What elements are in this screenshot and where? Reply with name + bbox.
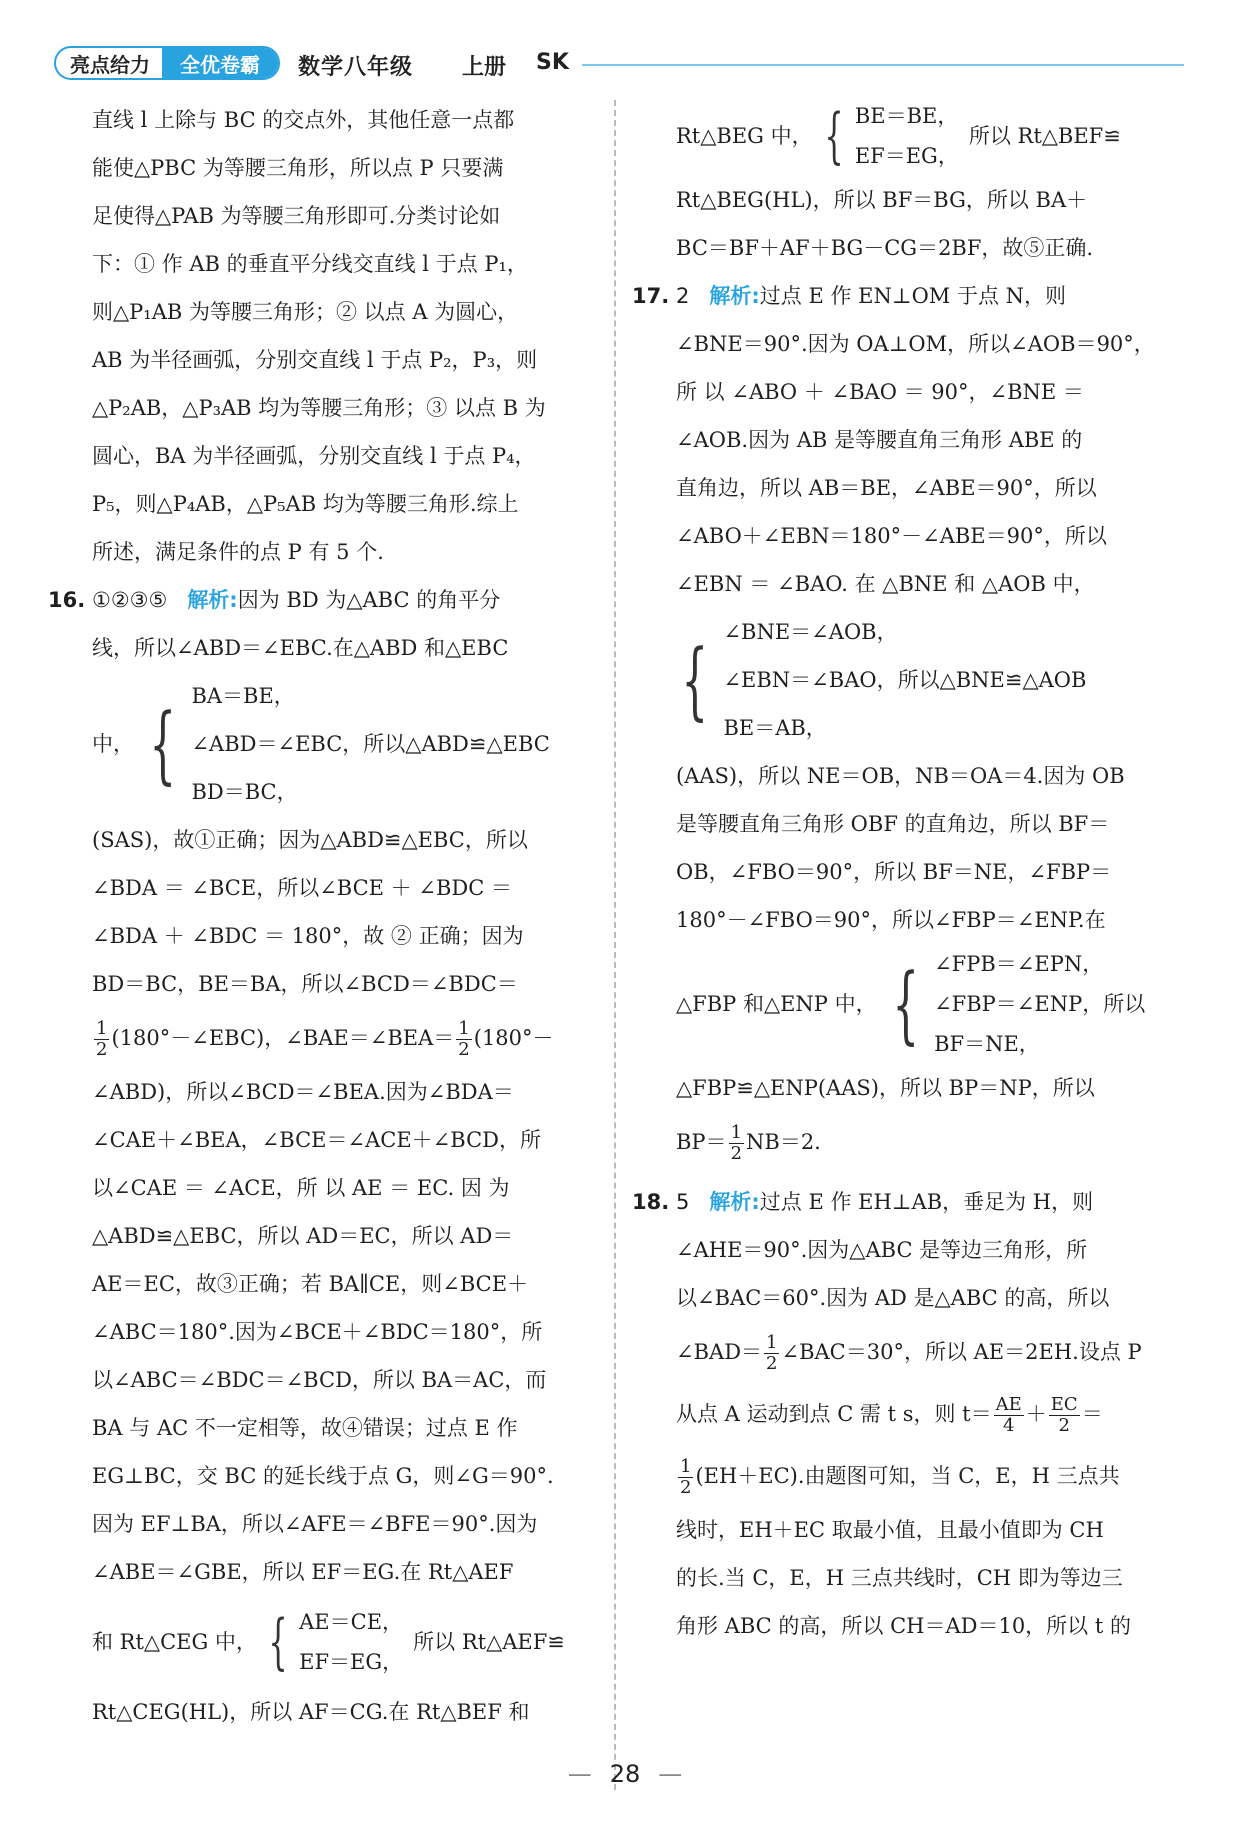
text-line: 所以 Rt△BEF≌ bbox=[968, 124, 1121, 148]
text-line: (SAS)，故①正确；因为△ABD≌△EBC，所以 bbox=[92, 828, 528, 852]
equation-system bbox=[676, 608, 1184, 752]
fraction: $\frac{1}{2}$ bbox=[458, 1018, 470, 1060]
answer-text: ①②③⑤ bbox=[92, 588, 168, 612]
text-line: 角形 ABC 的高，所以 CH＝AD＝10，所以 t 的 bbox=[676, 1614, 1131, 1638]
edition-label: SK bbox=[536, 50, 569, 75]
system-line: ∠FBP＝∠ENP，所以 bbox=[934, 992, 1146, 1016]
text-line: AB 为半径画弧，分别交直线 l 于点 P₂，P₃，则 bbox=[92, 348, 538, 372]
text-line: 直角边，所以 AB＝BE，∠ABE＝90°，所以 bbox=[676, 476, 1097, 500]
system-line: ∠EBN＝∠BAO，所以△BNE≌△AOB bbox=[723, 668, 1087, 692]
system-line: BF＝NE， bbox=[934, 1032, 1040, 1056]
fraction-line: 从点 A 运动到点 C 需 t s，则 t＝ $\frac{AE}{4}$ ＋ $\frac{EC}{2}$ ＝ bbox=[676, 1394, 1103, 1436]
question-number: 18. bbox=[632, 1190, 670, 1214]
brand-logo bbox=[54, 46, 280, 80]
brace-symbol: { bbox=[681, 631, 709, 729]
text-line: ∠ABO＋∠EBN＝180°－∠ABE＝90°，所以 bbox=[676, 524, 1107, 548]
text-line: AE＝EC，故③正确；若 BA∥CE，则∠BCE＋ bbox=[92, 1272, 529, 1296]
text-line: ∠CAE＋∠BEA，∠BCE＝∠ACE＋∠BCD，所 bbox=[92, 1128, 541, 1152]
equation-system bbox=[676, 944, 1184, 1064]
question-number: 17. bbox=[632, 284, 670, 308]
system-line: BD＝BC， bbox=[191, 780, 298, 804]
fraction-line: ∠BAD＝ $\frac{1}{2}$ ∠BAC＝30°，所以 AE＝2EH.设点 P bbox=[676, 1332, 1142, 1374]
text-line: ∠AHE＝90°.因为△ABC 是等边三角形，所 bbox=[676, 1238, 1088, 1262]
text-line: 以∠ABC＝∠BDC＝∠BCD，所以 BA＝AC，而 bbox=[92, 1368, 547, 1392]
brand-left-text: 亮点给力 bbox=[70, 52, 150, 77]
text-line: 是等腰直角三角形 OBF 的直角边，所以 BF＝ bbox=[676, 812, 1110, 836]
page-number: — 28 — bbox=[567, 1760, 683, 1788]
fraction: $\frac{1}{2}$ bbox=[96, 1018, 108, 1060]
analysis-label: 解析: bbox=[709, 1190, 760, 1214]
equation-system bbox=[676, 96, 1184, 176]
text-line: ∠BDA ＋ ∠BDC ＝ 180°，故 ② 正确；因为 bbox=[92, 924, 524, 948]
question-17 bbox=[632, 272, 1184, 320]
text-line: 足使得△PAB 为等腰三角形即可.分类讨论如 bbox=[92, 204, 501, 228]
system-line: EF＝EG， bbox=[299, 1650, 404, 1674]
system-line: BE＝BE， bbox=[854, 104, 959, 128]
system-line: BA＝BE， bbox=[191, 684, 295, 708]
text-line: 的长.当 C，E，H 三点共线时，CH 即为等边三 bbox=[676, 1566, 1123, 1590]
text-line: OB，∠FBO＝90°，所以 BF＝NE，∠FBP＝ bbox=[676, 860, 1112, 884]
fraction: $\frac{AE}{4}$ bbox=[995, 1394, 1022, 1436]
system-line: EF＝EG， bbox=[854, 144, 959, 168]
question-16 bbox=[48, 576, 600, 624]
answer-text: 2 bbox=[676, 284, 690, 308]
answer-text: 5 bbox=[676, 1190, 690, 1214]
text-line: △FBP 和△ENP 中， bbox=[676, 992, 877, 1016]
text-line: △P₂AB，△P₃AB 均为等腰三角形；③ 以点 B 为 bbox=[92, 396, 546, 420]
equation-system bbox=[92, 1602, 600, 1682]
text-line: 线，所以∠ABD＝∠EBC.在△ABD 和△EBC bbox=[92, 636, 509, 660]
left-column bbox=[48, 96, 600, 1736]
system-line: ∠BNE＝∠AOB， bbox=[723, 620, 898, 644]
text-line: BC＝BF＋AF＋BG－CG＝2BF，故⑤正确. bbox=[676, 236, 1094, 260]
fraction: $\frac{1}{2}$ bbox=[680, 1456, 692, 1498]
brace-symbol: { bbox=[891, 955, 919, 1053]
text-line: ∠ABD)，所以∠BCD＝∠BEA.因为∠BDA＝ bbox=[92, 1080, 514, 1104]
text-line: 过点 E 作 EN⊥OM 于点 N，则 bbox=[759, 284, 1067, 308]
question-18 bbox=[632, 1178, 1184, 1226]
fraction-line: BP＝ $\frac{1}{2}$ NB＝2. bbox=[676, 1122, 821, 1164]
text-line: ∠BDA ＝ ∠BCE，所以∠BCE ＋ ∠BDC ＝ bbox=[92, 876, 512, 900]
text-line: ∠ABE＝∠GBE，所以 EF＝EG.在 Rt△AEF bbox=[92, 1560, 514, 1584]
text-line: ∠BNE＝90°.因为 OA⊥OM，所以∠AOB＝90°， bbox=[676, 332, 1155, 356]
text-line: P₅，则△P₄AB，△P₅AB 均为等腰三角形.综上 bbox=[92, 492, 519, 516]
page-header bbox=[54, 46, 1184, 84]
system-line: ∠ABD＝∠EBC，所以△ABD≌△EBC bbox=[191, 732, 550, 756]
fraction: $\frac{EC}{2}$ bbox=[1050, 1394, 1078, 1436]
system-line: ∠FPB＝∠EPN， bbox=[934, 952, 1104, 976]
text-line: 以∠BAC＝60°.因为 AD 是△ABC 的高，所以 bbox=[676, 1286, 1110, 1310]
text-line: BD＝BC，BE＝BA，所以∠BCD＝∠BDC＝ bbox=[92, 972, 518, 996]
column-divider bbox=[614, 100, 616, 1790]
text-line: EG⊥BC，交 BC 的延长线于点 G，则∠G＝90°. bbox=[92, 1464, 554, 1488]
text-line: 线时，EH＋EC 取最小值，且最小值即为 CH bbox=[676, 1518, 1104, 1542]
fraction-line: $\frac{1}{2}$ (EH＋EC).由题图可知，当 C，E，H 三点共 bbox=[680, 1456, 1120, 1498]
text-line: 所 以 ∠ABO ＋ ∠BAO ＝ 90°，∠BNE ＝ bbox=[676, 380, 1084, 404]
text-line: 中， bbox=[92, 732, 134, 756]
text-line: (AAS)，所以 NE＝OB，NB＝OA＝4.因为 OB bbox=[676, 764, 1125, 788]
text-line: ∠AOB.因为 AB 是等腰直角三角形 ABE 的 bbox=[676, 428, 1083, 452]
system-line: AE＝CE， bbox=[299, 1610, 404, 1634]
text-line: BA 与 AC 不一定相等，故④错误；过点 E 作 bbox=[92, 1416, 518, 1440]
text-line: 能使△PBC 为等腰三角形，所以点 P 只要满 bbox=[92, 156, 504, 180]
brace-symbol: { bbox=[824, 101, 844, 171]
text-line: 180°－∠FBO＝90°，所以∠FBP＝∠ENP.在 bbox=[676, 908, 1106, 932]
brace-symbol: { bbox=[268, 1607, 288, 1677]
fraction: $\frac{1}{2}$ bbox=[766, 1332, 778, 1374]
text-line: 过点 E 作 EH⊥AB，垂足为 H，则 bbox=[759, 1190, 1094, 1214]
analysis-label: 解析: bbox=[187, 588, 238, 612]
text-line: 以∠CAE ＝ ∠ACE，所 以 AE ＝ EC. 因 为 bbox=[92, 1176, 510, 1200]
text-line: 下：① 作 AB 的垂直平分线交直线 l 于点 P₁， bbox=[92, 252, 528, 276]
fraction: $\frac{1}{2}$ bbox=[730, 1122, 743, 1164]
text-line: △ABD≌△EBC，所以 AD＝EC，所以 AD＝ bbox=[92, 1224, 514, 1248]
analysis-label: 解析: bbox=[709, 284, 760, 308]
text-line: 和 Rt△CEG 中， bbox=[92, 1630, 257, 1654]
text-line: 所述，满足条件的点 P 有 5 个. bbox=[92, 540, 384, 564]
system-line: BE＝AB， bbox=[723, 716, 827, 740]
text-line: Rt△BEG 中， bbox=[676, 124, 813, 148]
brand-right-text: 全优卷霸 bbox=[162, 48, 278, 78]
volume-label: 上册 bbox=[462, 55, 507, 80]
text-line: ∠EBN ＝ ∠BAO. 在 △BNE 和 △AOB 中， bbox=[676, 572, 1095, 596]
subject-title: 数学八年级 bbox=[298, 55, 414, 80]
text-line: Rt△BEG(HL)，所以 BF＝BG，所以 BA＋ bbox=[676, 188, 1088, 212]
right-column bbox=[632, 96, 1184, 1650]
text-line: △FBP≌△ENP(AAS)，所以 BP＝NP，所以 bbox=[676, 1076, 1095, 1100]
text-line: 圆心，BA 为半径画弧，分别交直线 l 于点 P₄， bbox=[92, 444, 536, 468]
text-line: Rt△CEG(HL)，所以 AF＝CG.在 Rt△BEF 和 bbox=[92, 1700, 530, 1724]
text-line: ∠ABC＝180°.因为∠BCE＋∠BDC＝180°，所 bbox=[92, 1320, 543, 1344]
fraction-line: $\frac{1}{2}$ (180°－∠EBC)，∠BAE＝∠BEA＝ $\frac{1}{2}$ (180°－ bbox=[96, 1018, 554, 1060]
text-line: 直线 l 上除与 BC 的交点外，其他任意一点都 bbox=[92, 108, 515, 132]
text-line: 所以 Rt△AEF≌ bbox=[413, 1630, 565, 1654]
text-line: 则△P₁AB 为等腰三角形；② 以点 A 为圆心， bbox=[92, 300, 519, 324]
question-number: 16. bbox=[48, 588, 86, 612]
header-rule bbox=[582, 64, 1184, 66]
brace-symbol: { bbox=[149, 695, 177, 793]
text-line: 因为 BD 为△ABC 的角平分 bbox=[237, 588, 501, 612]
equation-system bbox=[92, 672, 600, 816]
text-line: 因为 EF⊥BA，所以∠AFE＝∠BFE＝90°.因为 bbox=[92, 1512, 538, 1536]
